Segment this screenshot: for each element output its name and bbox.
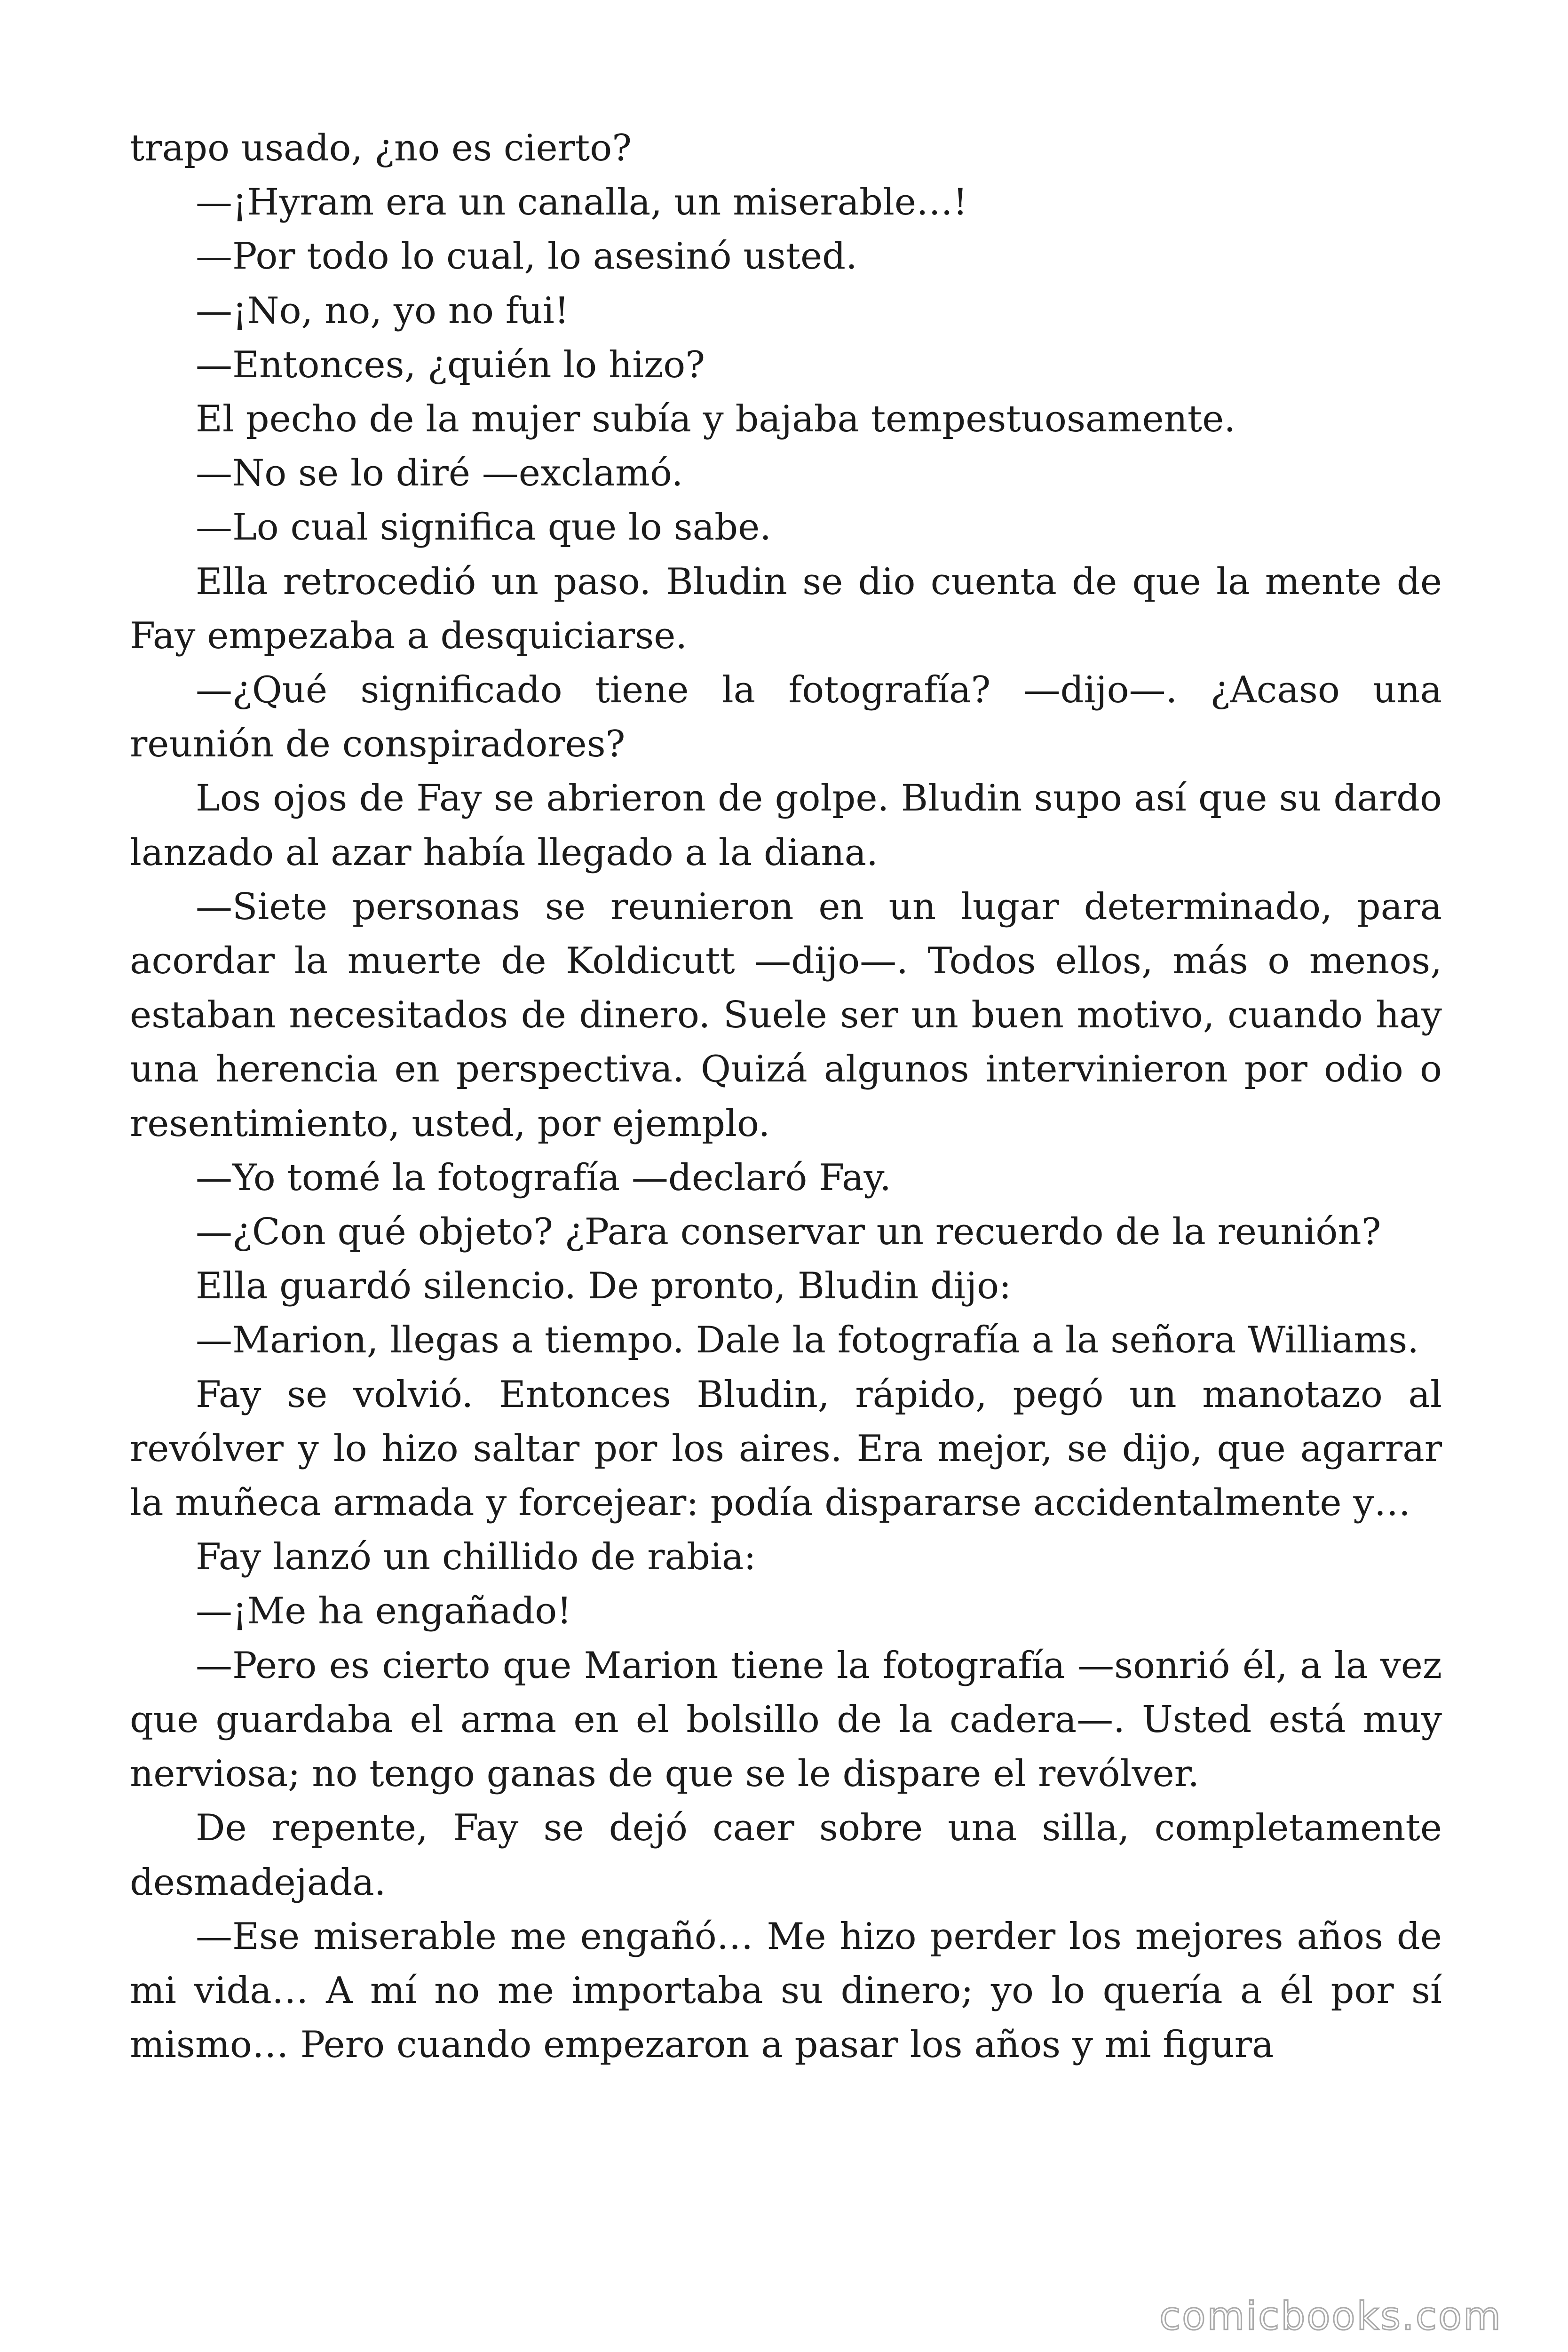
paragraph: —¿Con qué objeto? ¿Para conservar un recuerdo de la reunión? <box>196 1211 1381 1254</box>
book-page-text <box>130 121 1442 2072</box>
paragraph: —¡Hyram era un canalla, un miserable…! <box>196 181 968 224</box>
paragraph: Ella retrocedió un paso. Bludin se dio cuenta de que la mente de Fay empezaba a desquiciarse. <box>130 560 1442 657</box>
paragraph: —Entonces, ¿quién lo hizo? <box>196 343 705 386</box>
paragraph: —No se lo diré —exclamó. <box>196 452 683 495</box>
paragraph: —Yo tomé la fotografía —declaró Fay. <box>196 1156 891 1199</box>
paragraph: —Lo cual significa que lo sabe. <box>196 506 772 549</box>
paragraph: —Siete personas se reunieron en un lugar determinado, para acordar la muerte de Koldicutt —dijo—. Todos ellos, más o menos, estaban necesitados de dinero. Suele ser un buen motivo, cuando hay una herencia en perspectiva. Quizá algunos intervinieron por odio o resentimiento, usted, por ejemplo. <box>130 885 1442 1145</box>
paragraph: —Por todo lo cual, lo asesinó usted. <box>196 235 857 278</box>
paragraph: —Pero es cierto que Marion tiene la fotografía —sonrió él, a la vez que guardaba el arma en el bolsillo de la cadera—. Usted está muy nerviosa; no tengo ganas de que se le dispare el revólver. <box>130 1644 1442 1796</box>
paragraph: —Marion, llegas a tiempo. Dale la fotografía a la señora Williams. <box>196 1319 1419 1362</box>
watermark: comicbooks.com <box>1159 2294 1502 2339</box>
paragraph: —¡Me ha engañado! <box>196 1590 572 1633</box>
paragraph: Fay lanzó un chillido de rabia: <box>196 1536 756 1579</box>
paragraph: El pecho de la mujer subía y bajaba tempestuosamente. <box>196 398 1236 441</box>
paragraph: Los ojos de Fay se abrieron de golpe. Bludin supo así que su dardo lanzado al azar había llegado a la diana. <box>130 777 1442 874</box>
paragraph: De repente, Fay se dejó caer sobre una silla, completamente desmadejada. <box>130 1807 1442 1904</box>
paragraph: Fay se volvió. Entonces Bludin, rápido, pegó un manotazo al revólver y lo hizo saltar por los aires. Era mejor, se dijo, que agarrar la muñeca armada y forcejear: podía dispararse accidentalmente y… <box>130 1373 1442 1525</box>
paragraph: —Ese miserable me engañó… Me hizo perder los mejores años de mi vida… A mí no me importaba su dinero; yo lo quería a él por sí mismo… Pero cuando empezaron a pasar los años y mi figura <box>130 1915 1442 2066</box>
paragraph: trapo usado, ¿no es cierto? <box>130 127 632 169</box>
paragraph: —¡No, no, yo no fui! <box>196 289 570 332</box>
paragraph: —¿Qué significado tiene la fotografía? —dijo—. ¿Acaso una reunión de conspiradores? <box>130 669 1442 766</box>
paragraph: Ella guardó silencio. De pronto, Bludin dijo: <box>196 1265 1012 1308</box>
